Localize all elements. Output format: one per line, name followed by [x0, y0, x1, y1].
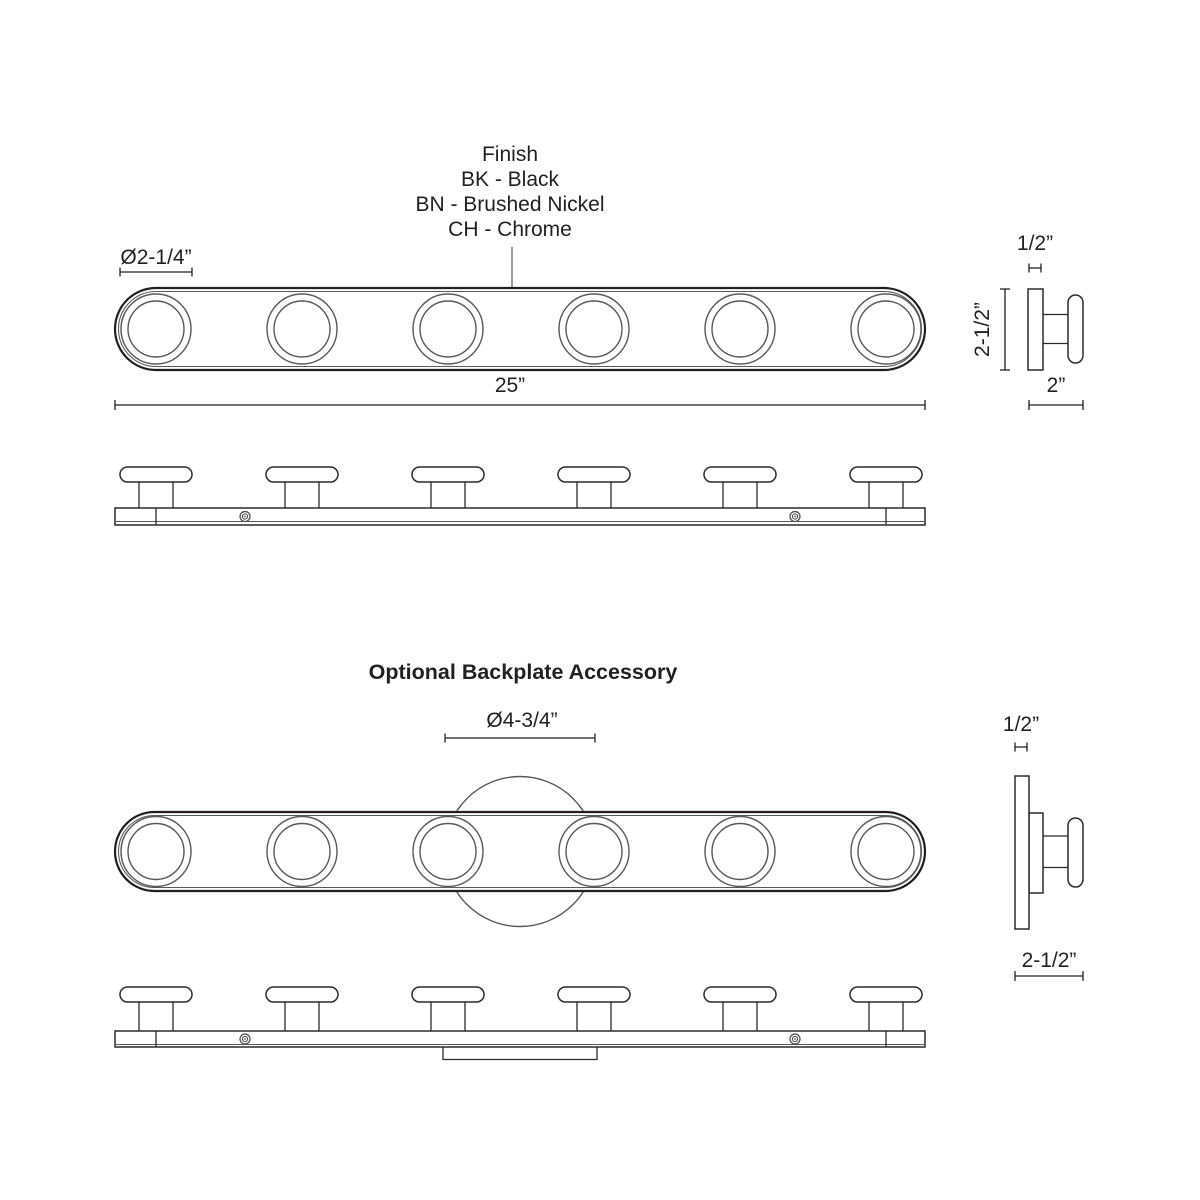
knob-profile-5	[704, 987, 776, 1032]
fixture-front-view	[115, 288, 925, 370]
fixture-profile-view	[115, 467, 925, 525]
knob-profile-2	[266, 987, 338, 1032]
backplate-bracket	[443, 1048, 597, 1060]
screw-hole-left	[240, 1034, 250, 1044]
finish-title-label: Finish	[481, 143, 539, 166]
backplate-front-view	[115, 777, 925, 927]
backplate-section-title: Optional Backplate Accessory	[368, 660, 678, 684]
bar-depth-label: 1/2”	[1016, 232, 1054, 255]
overall-depth-dimension	[1029, 374, 1083, 410]
knob-side-profile	[1068, 818, 1083, 887]
bar-height-dimension	[971, 289, 1010, 370]
knob-profile-6	[850, 987, 922, 1032]
overall-width-dimension	[115, 374, 925, 410]
fixture-side-view	[971, 232, 1083, 410]
overall-depth-label: 2”	[1046, 374, 1066, 397]
knob-profile-5	[704, 467, 776, 509]
backplate-depth-dimension	[1003, 713, 1039, 752]
knob-profile-1	[120, 467, 192, 509]
knob-profile-3	[412, 987, 484, 1032]
backplate-overall-depth-label: 2-1/2”	[1021, 949, 1077, 972]
knob-profile-2	[266, 467, 338, 509]
screw-hole-right	[790, 512, 800, 522]
backplate-diameter-label: Ø4-3/4”	[486, 709, 558, 732]
backplate-diameter-dimension	[445, 709, 595, 743]
bar-depth-dimension	[1017, 232, 1053, 273]
knob-profile-4	[558, 467, 630, 509]
knob-side-profile	[1068, 295, 1083, 363]
knob-profile-6	[850, 467, 922, 509]
knob-profile-3	[412, 467, 484, 509]
knob-diameter-label: Ø2-1/4”	[120, 246, 192, 269]
backplate-side-view	[1003, 713, 1083, 981]
finish-option-black-label: BK - Black	[460, 168, 560, 191]
backplate-overall-depth-dimension	[1015, 949, 1083, 981]
screw-hole-right	[790, 1034, 800, 1044]
finish-option-brushed-nickel-label: BN - Brushed Nickel	[415, 193, 605, 216]
backplate-depth-label: 1/2”	[1002, 713, 1040, 736]
bar-cross-section	[1029, 813, 1043, 893]
backplate-profile-view	[115, 987, 925, 1060]
bar-cross-section	[1028, 289, 1043, 370]
mounting-bar	[115, 508, 925, 525]
finish-option-chrome-label: CH - Chrome	[448, 218, 572, 241]
knob-profile-1	[120, 987, 192, 1032]
backplate-cross-section	[1015, 776, 1029, 929]
overall-width-label: 25”	[494, 374, 526, 397]
knob-diameter-dimension	[120, 246, 192, 277]
bar-height-label: 2-1/2”	[971, 302, 994, 357]
screw-hole-left	[240, 512, 250, 522]
knob-profile-4	[558, 987, 630, 1032]
